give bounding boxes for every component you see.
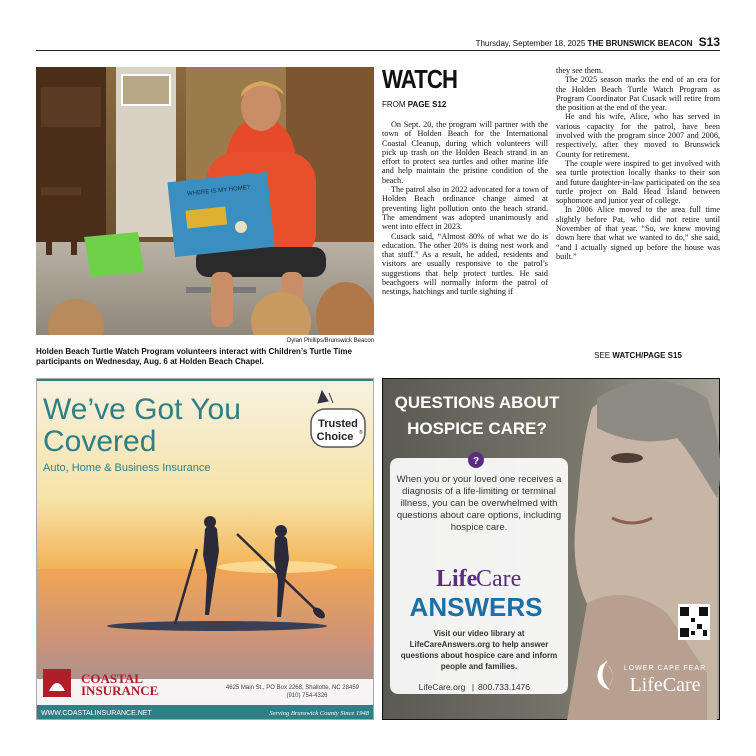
article-column-2 [556,66,720,261]
coastal-address: 4625 Main St., PO Box 2268, Shallotte, NC 28459 [225,685,359,691]
article-paragraph: On Sept. 20, the program will partner with the town of Holden Beach for the International Coastal Cleanup, during which volunteers will pick up trash on the Holden Beach strand in an effort to protect sea turtles and other marine life and help maintain the pristine condition of the beach. [382,120,548,185]
qr-code-icon[interactable] [678,604,710,640]
hospice-headline-line1: QUESTIONS ABOUT [394,393,560,412]
ad-headline-line2: Covered [43,425,157,458]
hospice-cta-text: Visit our video library at LifeCareAnswers.org to help answer questions about hospice care and inform people and families. [400,629,558,671]
book-title-text: WHERE IS MY HOME? [186,184,251,198]
article-paragraph: The patrol also in 2022 advocated for a town of Holden Beach ordinance change aimed at preventing light pollution onto the beach strand. The amendment was adopted unanimously and went into effect in 2023. [382,185,548,232]
lifecare-answers-care: Care [476,566,522,592]
jump-from-page[interactable]: PAGE S12 [407,100,447,109]
article-headline: WATCH [382,64,458,94]
coastal-brand-line1: COASTAL [81,671,143,686]
jump-to-line[interactable] [556,351,720,360]
ad-headline-line1: We’ve Got You [43,393,241,426]
trusted-choice-badge-line2: Choice [316,431,354,443]
page-number: S13 [698,35,720,49]
article-paragraph: they see them. [556,66,604,75]
article-column-1 [382,120,548,297]
hospice-phone: 800.733.1476 [478,682,530,692]
lifecare-org-name: LifeCare [629,674,701,696]
article-paragraph: The couple were inspired to get involved with sea turtle protection locally thanks to their son and future daughter-in-law participated on the sea turtle project on Bald Head Island between sophomore and junior year of college. [556,158,720,206]
article-paragraph: Cusack said, “Almost 80% of what we do is education. The other 20% is doing nest work and that stuff.” As a result, he added, residents and visitors are usually responsive to the patrol’s suggestions that help protect turtles. He said beachgoers will normally inform the patrol of nestings, hatchings and turtle sighting if [382,231,548,297]
hospice-body-text: When you or your loved one receives a diagnosis of a life-limiting or terminal illness, you can be overwhelmed with questions about care options, including hospice care. [396,474,562,533]
coastal-website: WWW.COASTALINSURANCE.NET [41,710,152,717]
issue-date: Thursday, September 18, 2025 [475,39,586,48]
coastal-tagline: Serving Brunswick County Since 1948 [269,710,369,717]
hospice-website: LifeCare.org [418,682,466,692]
lifecare-answers-wordmark: ANSWERS [409,592,543,622]
page-header [36,36,720,51]
storytime-illustration [36,67,374,335]
lifecare-org-line1: LOWER CAPE FEAR [623,665,707,672]
lifecare-hospice-ad[interactable] [382,378,720,720]
hospice-ad-art [382,378,720,720]
ad-subline: Auto, Home & Business Insurance [43,462,211,474]
publication-name: THE BRUNSWICK BEACON [587,39,693,48]
hospice-headline-line2: HOSPICE CARE? [407,419,547,438]
coastal-insurance-ad[interactable] [36,378,374,720]
jump-to-page[interactable]: WATCH/PAGE S15 [612,351,682,360]
jump-from-prefix: FROM [382,100,406,109]
question-icon-glyph: ? [472,456,480,467]
coastal-phone: (910) 754-4326 [286,693,328,699]
insurance-ad-art [37,379,373,719]
trusted-choice-badge-line1: Trusted [318,418,358,430]
trusted-choice-registered-mark: ® [359,430,363,436]
jump-to-prefix: SEE [594,351,611,360]
photo-credit: Dylan Phillips/Brunswick Beacon [286,338,374,344]
hospice-contact-separator: | [471,682,475,692]
article-paragraph: In 2006 Alice moved to the area full time slightly before Pat, who did not retire until November of that year. “So, we knew moving down here that what we wanted to do,” she said, “and I actually signed up before the house was built.” [556,205,720,261]
article-paragraph: The 2025 season marks the end of an era for the Holden Beach Turtle Watch Program as Program Coordinator Pat Cusack will retire from the position at the end of the year. [556,75,720,113]
photo-caption: Holden Beach Turtle Watch Program volunteers interact with Children’s Turtle Time participants on Wednesday, Aug. 6 at Holden Beach Chapel. [36,347,352,366]
coastal-brand-line2: INSURANCE [81,683,159,698]
lifecare-answers-life: Life [436,566,478,592]
article-paragraph: He and his wife, Alice, who has served in various capacity for the patrol, have been involved with the program since 2007 and 2006, respectively, after they moved to Brunswick County for retirement. [556,112,720,159]
story-photo[interactable] [36,67,374,335]
jump-from-line[interactable] [382,100,446,109]
